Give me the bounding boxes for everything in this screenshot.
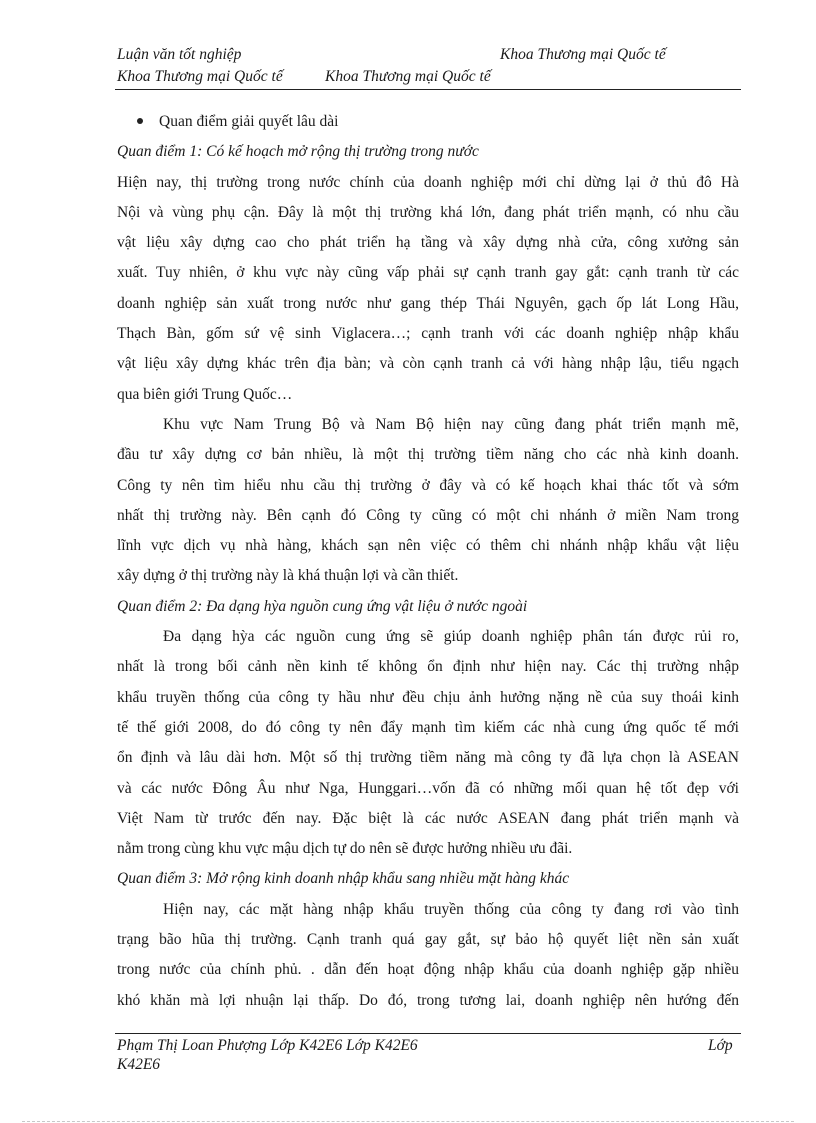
paragraph-line: trạng bão hũa thị trường. Cạnh tranh quá gay gắt, sự bảo hộ quyết liệt nền sản xuất bbox=[117, 931, 739, 949]
header-faculty-title: Khoa Thương mại Quốc tế bbox=[500, 46, 666, 63]
paragraph-line: Nội và vùng phụ cận. Đây là một thị trường khá lớn, đang phát triển mạnh, có nhu cầu bbox=[117, 203, 739, 221]
paragraph-line: Công ty nên tìm hiểu nhu cầu thị trường ở đây và có kế hoạch khai thác tốt và sớm bbox=[117, 476, 739, 494]
paragraph-line: Hiện nay, thị trường trong nước chính của doanh nghiệp mới chỉ dừng lại ở thủ đô Hà bbox=[117, 173, 739, 191]
footer-class-label: Lớp bbox=[708, 1037, 733, 1054]
header-faculty-repeat-b: Khoa Thương mại Quốc tế bbox=[325, 68, 491, 85]
paragraph-line: Khu vực Nam Trung Bộ và Nam Bộ hiện nay cũng đang phát triển mạnh mẽ, bbox=[163, 415, 739, 433]
bullet-text: Quan điểm giải quyết lâu dài bbox=[159, 113, 339, 130]
section-heading-2: Quan điểm 2: Đa dạng hỳa nguồn cung ứng vật liệu ở nước ngoài bbox=[117, 597, 528, 615]
bullet-dot-icon bbox=[137, 118, 143, 124]
paragraph-line: nhất là trong bối cảnh nền kinh tế không ổn định như hiện nay. Các thị trường nhập bbox=[117, 658, 739, 676]
footer-author-class: Phạm Thị Loan Phượng Lớp K42E6 Lớp K42E6 bbox=[117, 1037, 418, 1054]
paragraph-line: khó khăn mà lợi nhuận lại thấp. Do đó, trong tương lai, doanh nghiệp nên hướng đến bbox=[117, 991, 739, 1009]
paragraph-line: và các nước Đông Âu như Nga, Hunggari…vốn đã có những mối quan hệ tốt đẹp với bbox=[117, 779, 739, 797]
header-divider bbox=[115, 89, 741, 90]
paragraph-line: khẩu truyền thống của công ty hầu như đều chịu ảnh hưởng nặng nề của suy thoái kinh bbox=[117, 688, 739, 706]
paragraph-line: trong nước của chính phủ. . dẫn đến hoạt động nhập khẩu của doanh nghiệp gặp nhiều bbox=[117, 961, 739, 979]
paragraph-line: doanh nghiệp sản xuất trong nước như gang thép Thái Nguyên, gạch ốp lát Long Hầu, bbox=[117, 294, 739, 312]
paragraph-line: vật liệu xây dựng cao cho phát triển hạ tầng và xây dựng nhà cửa, công xưởng sản bbox=[117, 234, 739, 252]
paragraph-line: xây dựng ở thị trường này là khá thuận lợi và cần thiết. bbox=[117, 567, 459, 585]
footer-divider bbox=[115, 1033, 741, 1034]
paragraph-line: tế thế giới 2008, do đó công ty nên đẩy mạnh tìm kiếm các nhà cung ứng quốc tế mới bbox=[117, 718, 739, 736]
paragraph-line: ổn định và lâu dài hơn. Một số thị trường tiềm năng mà công ty đã lựa chọn là ASEAN bbox=[117, 749, 739, 767]
footer-class-code: K42E6 bbox=[117, 1056, 161, 1073]
paragraph-line: Việt Nam từ trước đến nay. Đặc biệt là các nước ASEAN đang phát triển mạnh và bbox=[117, 809, 739, 827]
paragraph-line: lĩnh vực dịch vụ nhà hàng, khách sạn nên việc có thêm chi nhánh nhập khẩu vật liệu bbox=[117, 537, 739, 555]
paragraph-line: đầu tư xây dựng cơ bản nhiều, là một thị trường tiềm năng cho các nhà kinh doanh. bbox=[117, 446, 739, 464]
page-bottom-edge bbox=[22, 1121, 794, 1122]
paragraph-line: Đa dạng hỳa các nguồn cung ứng sẽ giúp doanh nghiệp phân tán được rủi ro, bbox=[163, 628, 739, 646]
bullet-item bbox=[117, 107, 739, 137]
paragraph-line: nằm trong cùng khu vực mậu dịch tự do nên sẽ được hưởng nhiều ưu đãi. bbox=[117, 840, 573, 858]
paragraph-line: xuất. Tuy nhiên, ở khu vực này cũng vấp phải sự cạnh tranh gay gắt: cạnh tranh từ các bbox=[117, 264, 739, 282]
header-faculty-repeat-a: Khoa Thương mại Quốc tế bbox=[117, 68, 283, 85]
document-body bbox=[117, 107, 739, 1016]
paragraph-line: nhất thị trường này. Bên cạnh đó Công ty cũng có một chi nhánh ở miền Nam trong bbox=[117, 506, 739, 524]
header-thesis-title: Luận văn tốt nghiệp bbox=[117, 46, 242, 63]
section-heading-3: Quan điểm 3: Mở rộng kinh doanh nhập khẩu sang nhiều mặt hàng khác bbox=[117, 870, 570, 888]
paragraph-line: qua biên giới Trung Quốc… bbox=[117, 385, 293, 403]
paragraph-line: vật liệu xây dựng khác trên địa bàn; và còn cạnh tranh cả với hàng nhập lậu, tiểu ngạch bbox=[117, 355, 739, 373]
paragraph-line: Hiện nay, các mặt hàng nhập khẩu truyền thống của công ty đang rơi vào tình bbox=[163, 900, 739, 918]
section-heading-1: Quan điểm 1: Có kế hoạch mở rộng thị trường trong nước bbox=[117, 143, 479, 161]
paragraph-line: Thạch Bàn, gốm sứ vệ sinh Viglacera…; cạnh tranh với các doanh nghiệp nhập khẩu bbox=[117, 325, 739, 343]
